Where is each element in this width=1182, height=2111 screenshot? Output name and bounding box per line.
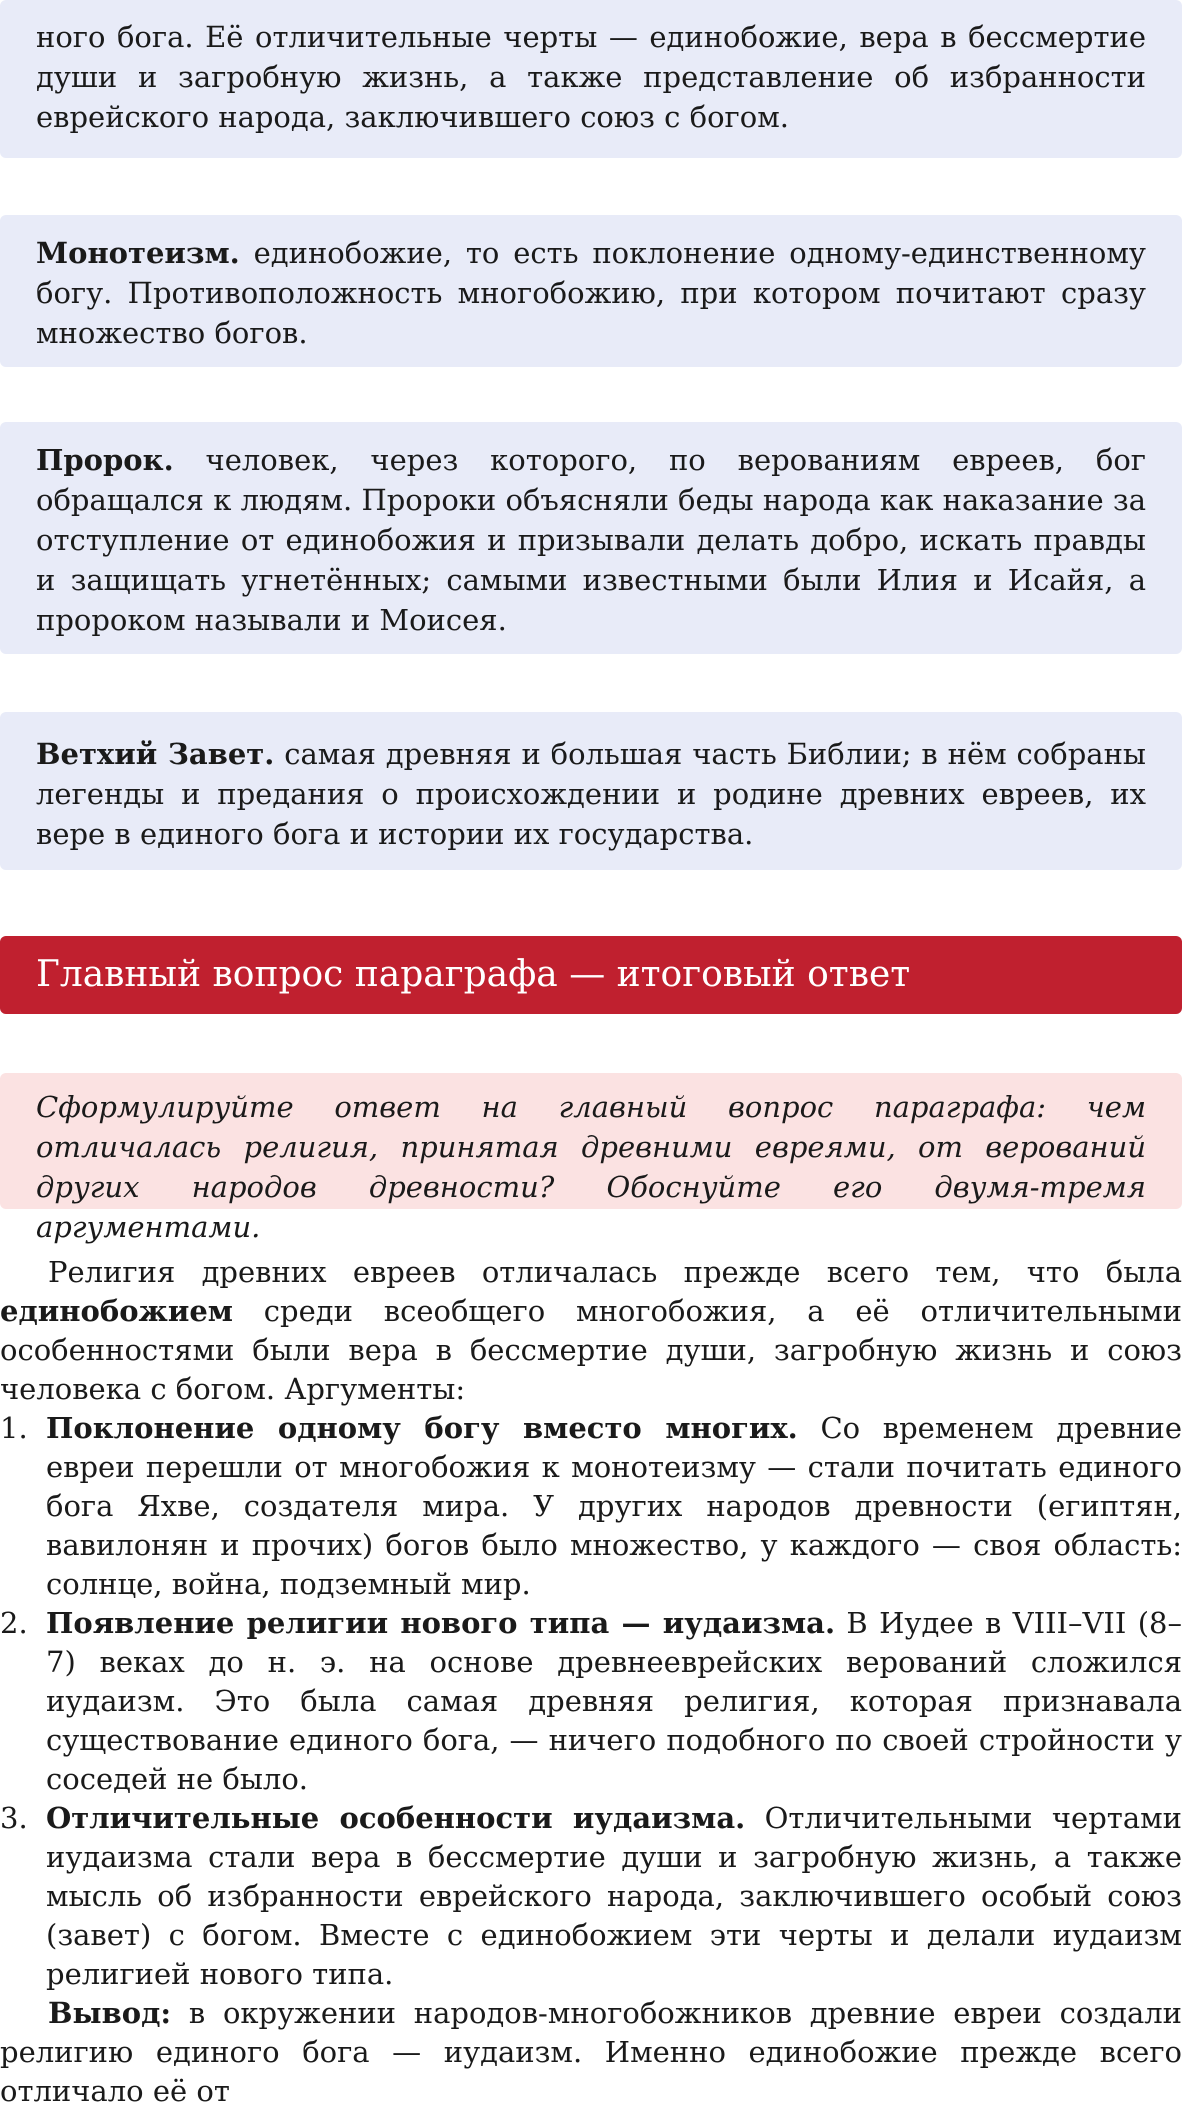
- term-definition: ного бога. Её отличительные черты — единобожие, вера в бессмертие души и загробную жизнь, а также представление об избранности еврейского народа, заключившего союз с богом.: [36, 20, 1146, 134]
- term-box-prophet: [0, 422, 1182, 654]
- list-item-number: 3.: [0, 1801, 28, 1835]
- term-box-monotheism: [0, 215, 1182, 367]
- answer-intro: Религия древних евреев отличалась прежде всего тем, что была единобожием среди всеобщего многобожия, а её отличительными особенностями были вера в бессмертие души, загробную жизнь и союз человека с богом. Аргументы:: [0, 1255, 1182, 1406]
- list-item-number: 1.: [0, 1411, 28, 1445]
- argument-title: Поклонение одному богу вместо многих.: [46, 1411, 798, 1445]
- term-box-old-testament: [0, 712, 1182, 870]
- question-text: Сформулируйте ответ на главный вопрос параграфа: чем отличалась религия, принятая древними евреями, от верований других народов древности? Обоснуйте его двумя-тремя аргументами.: [36, 1090, 1146, 1244]
- argument-title: Отличительные особенности иудаизма.: [46, 1801, 746, 1835]
- answer-text: [0, 1253, 1182, 2111]
- argument-text: Со временем древние евреи перешли от многобожия к монотеизму — стали почитать единого бога Яхве, создателя мира. У других народов древности (египтян, вавилонян и прочих) богов было множество, у каждого — своя область: солнце, война, подземный мир.: [46, 1411, 1182, 1601]
- term-definition: самая древняя и большая часть Библии; в нём собраны легенды и предания о происхождении и родине древних евреев, их вере в единого бога и истории их государства.: [36, 737, 1146, 851]
- list-item: [0, 1799, 1182, 1994]
- section-header: Главный вопрос параграфа — итоговый ответ: [0, 936, 1182, 1014]
- argument-text: В Иудее в VIII–VII (8–7) веках до н. э. на основе древнееврейских верований сложился иудаизм. Это была самая древняя религия, которая признавала существование единого бога, — ничего подобного по своей стройности у соседей не было.: [46, 1606, 1182, 1796]
- conclusion-text: в окружении народов-многобожников древние евреи создали религию единого бога — иудаизм. Именно единобожие прежде всего отличало её от: [0, 1996, 1182, 2108]
- term-definition: человек, через которого, по верованиям евреев, бог обращался к людям. Пророки объясняли беды народа как наказание за отступление от единобожия и призывали делать добро, искать правды и защищать угнетённых; самыми известными были Илия и Исайя, а пророком называли и Моисея.: [36, 443, 1146, 637]
- term-definition: единобожие, то есть поклонение одному-единственному богу. Противоположность многобожию, при котором почитают сразу множество богов.: [36, 236, 1146, 350]
- term-title: Ветхий Завет.: [36, 737, 275, 771]
- argument-text: Отличительными чертами иудаизма стали вера в бессмертие души и загробную жизнь, а также мысль об избранности еврейского народа, заключившего особый союз (завет) с богом. Вместе с единобожием эти черты и делали иудаизм религией нового типа.: [46, 1801, 1182, 1991]
- list-item: [0, 1604, 1182, 1799]
- question-box: [0, 1073, 1182, 1244]
- term-title: Монотеизм.: [36, 236, 240, 270]
- term-box-intro: [0, 0, 1182, 158]
- argument-title: Появление религии нового типа — иудаизма.: [46, 1606, 836, 1640]
- answer-intro-bold: единобожием: [0, 1294, 233, 1328]
- list-item: [0, 1409, 1182, 1604]
- arguments-list: [0, 1409, 1182, 1994]
- conclusion-label: Вывод:: [48, 1996, 172, 2030]
- conclusion: [0, 1994, 1182, 2111]
- term-title: Пророк.: [36, 443, 174, 477]
- list-item-number: 2.: [0, 1606, 28, 1640]
